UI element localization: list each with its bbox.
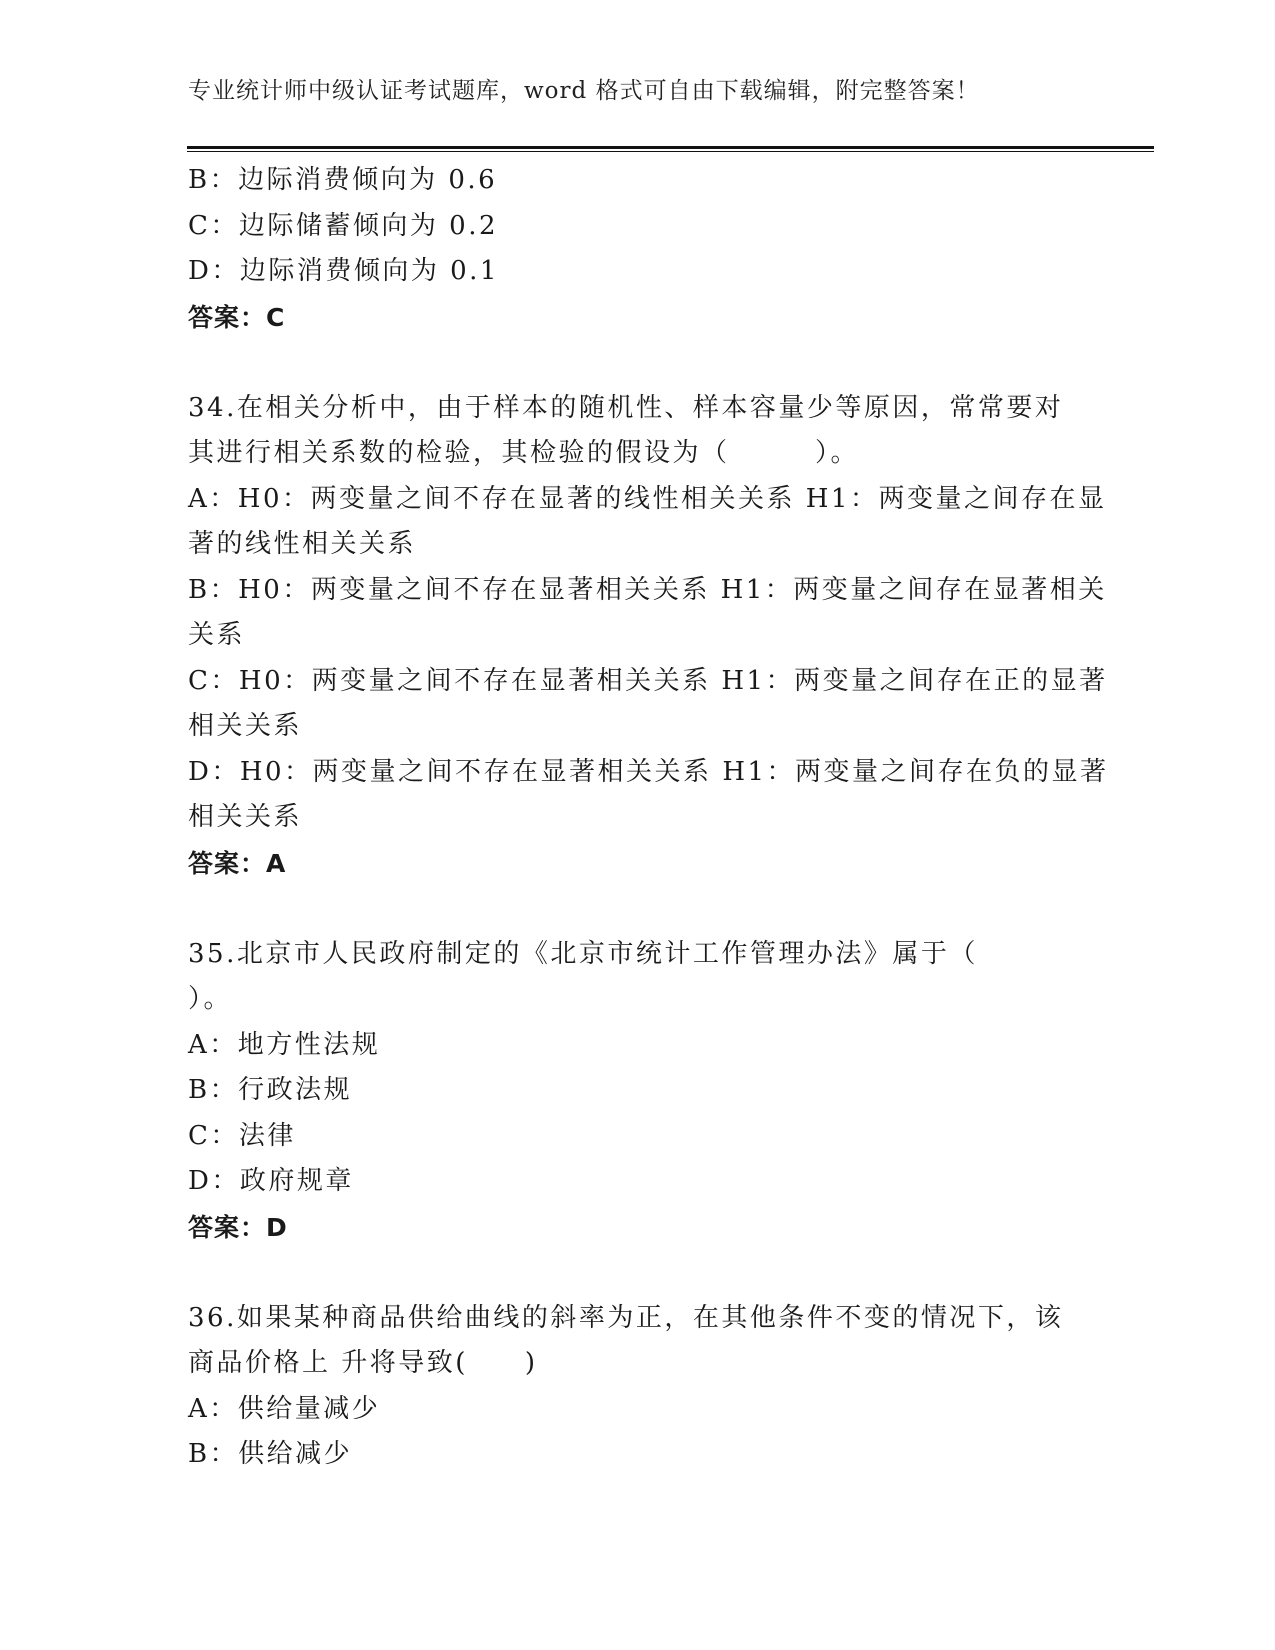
question-stem: 34.在相关分析中，由于样本的随机性、样本容量少等原因，常常要对 — [188, 392, 1064, 423]
question-stem: 其进行相关系数的检验，其检验的假设为（ ）。 — [188, 438, 860, 468]
option-line: B：边际消费倾向为 0.6 — [188, 165, 498, 195]
spacer — [188, 886, 1088, 932]
page-header: 专业统计师中级认证考试题库，word 格式可自由下载编辑，附完整答案！ — [188, 78, 980, 104]
question-stem: ）。 — [188, 984, 233, 1014]
option-line: A：地方性法规 — [188, 1029, 381, 1060]
question-content — [188, 158, 1109, 1478]
spacer — [188, 340, 1088, 386]
answer-line: 答案：D — [188, 1212, 288, 1242]
option-line: C：边际储蓄倾向为 0.2 — [188, 210, 499, 241]
answer-line: 答案：C — [188, 302, 286, 332]
question-stem: 商品价格上 升将导致( ) — [188, 1348, 538, 1378]
option-line: A：H0：两变量之间不存在显著的线性相关关系 H1：两变量之间存在显 — [188, 483, 1107, 514]
question-stem: 36.如果某种商品供给曲线的斜率为正，在其他条件不变的情况下，该 — [188, 1302, 1064, 1333]
header-divider-thin — [187, 151, 1154, 152]
answer-line: 答案：A — [188, 848, 287, 878]
option-line: 著的线性相关关系 — [188, 529, 417, 559]
option-line: B：供给减少 — [188, 1439, 353, 1469]
option-line: 关系 — [188, 620, 246, 650]
option-line: B：H0：两变量之间不存在显著相关关系 H1：两变量之间存在显著相关 — [188, 574, 1107, 605]
option-line: D：政府规章 — [188, 1166, 354, 1196]
option-line: C：H0：两变量之间不存在显著相关关系 H1：两变量之间存在正的显著 — [188, 665, 1108, 696]
question-stem: 35.北京市人民政府制定的《北京市统计工作管理办法》属于（ — [188, 938, 978, 969]
spacer — [188, 1250, 1088, 1296]
option-line: D：H0：两变量之间不存在显著相关关系 H1：两变量之间存在负的显著 — [188, 756, 1109, 787]
header-divider — [187, 146, 1154, 149]
option-line: C：法律 — [188, 1120, 296, 1151]
option-line: 相关关系 — [188, 711, 303, 741]
option-line: A：供给量减少 — [188, 1393, 381, 1424]
option-line: D：边际消费倾向为 0.1 — [188, 256, 499, 286]
option-line: 相关关系 — [188, 802, 303, 832]
option-line: B：行政法规 — [188, 1075, 353, 1105]
